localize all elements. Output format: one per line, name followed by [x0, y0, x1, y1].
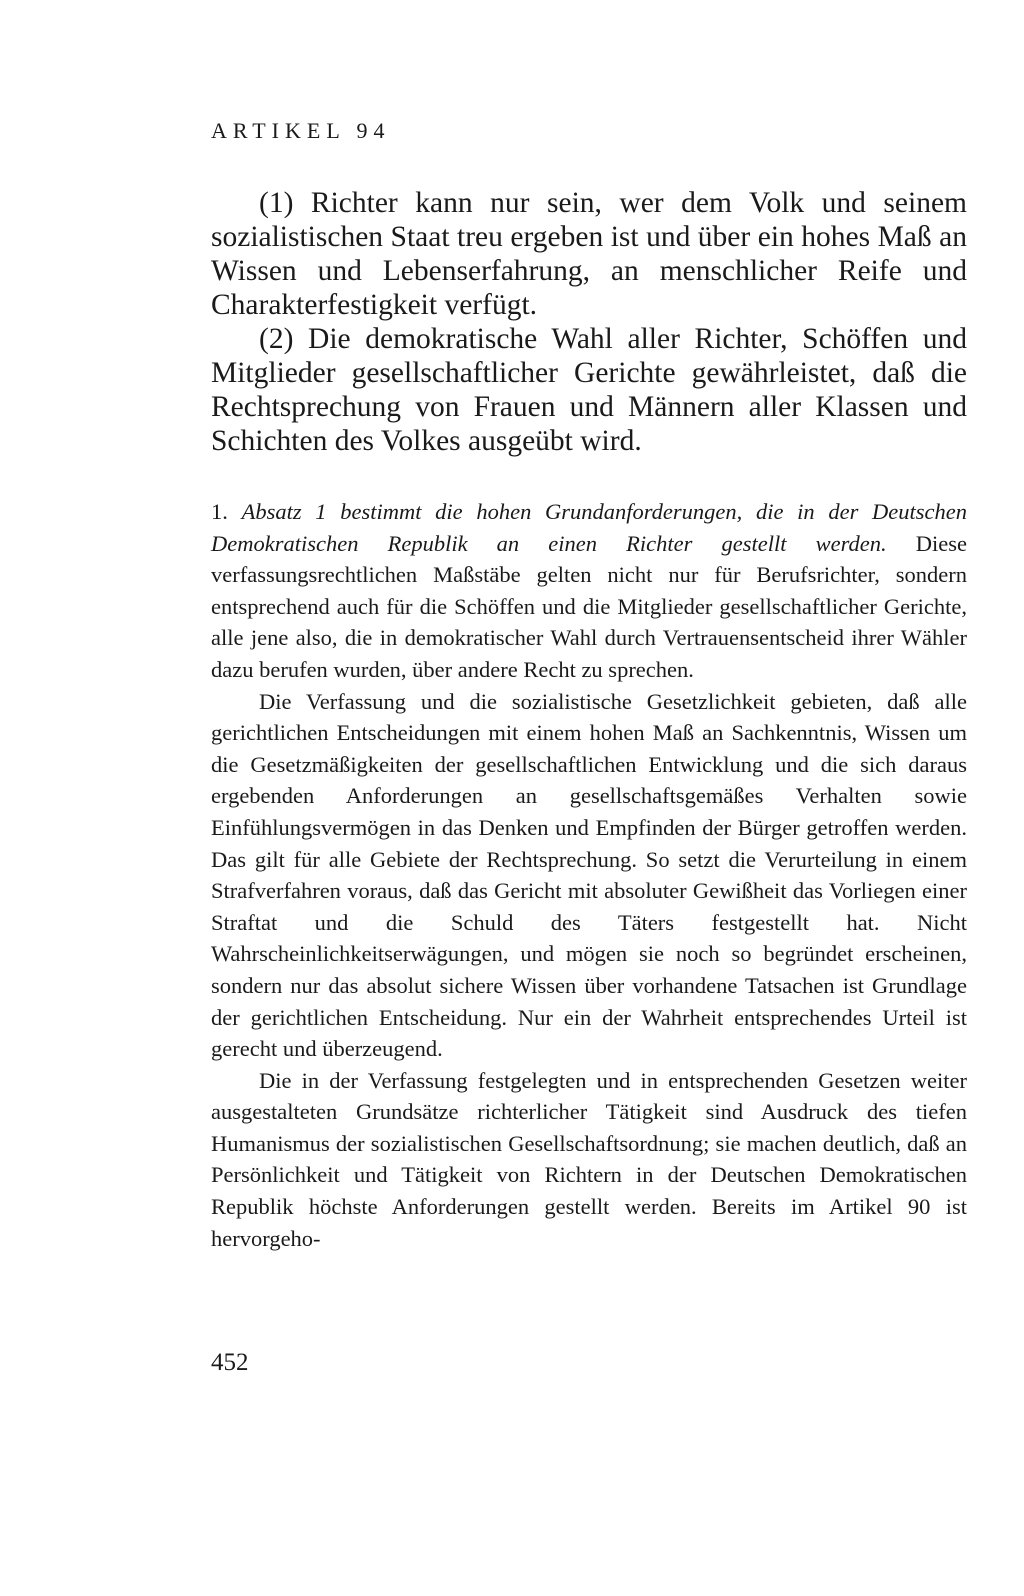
- article-text: [211, 186, 967, 458]
- commentary-text: [211, 496, 967, 1254]
- note-number: 1.: [211, 499, 228, 524]
- page-number: 452: [211, 1349, 249, 1376]
- article-paragraph-1: (1) Richter kann nur sein, wer dem Volk und seinem sozialistischen Staat treu ergeben ist und über ein hohes Maß an Wissen und Lebenserfahrung, an menschlicher Reife und Charakterfestigkeit verfügt.: [211, 187, 967, 321]
- commentary-paragraph-3: Die in der Verfassung festgelegten und in entsprechenden Gesetzen weiter ausgestalteten Grundsätze richterlicher Tätigkeit sind Ausdruck des tiefen Humanismus der sozialistischen Gesellschaftsordnung; sie machen deutlich, daß an Persönlichkeit und Tätigkeit von Richtern in der Deutschen Demokratischen Republik höchste Anforderungen gestellt werden. Bereits im Artikel 90 ist hervorgeho-: [211, 1067, 967, 1251]
- article-paragraph-2: (2) Die demokratische Wahl aller Richter, Schöffen und Mitglieder gesellschaftlicher Gerichte gewährleistet, daß die Rechtsprechung von Frauen und Männern aller Klassen und Schichten des Volkes ausgeübt wird.: [211, 323, 967, 457]
- commentary-paragraph-1: [211, 496, 967, 686]
- note-body: Diese verfassungsrechtlichen Maßstäbe gelten nicht nur für Berufsrichter, sondern entsprechend auch für die Schöffen und die Mitglieder gesellschaftlicher Gerichte, alle jene also, die in demokratischer Wahl durch Vertrauensentscheid ihrer Wähler dazu berufen wurden, über andere Recht zu sprechen.: [211, 530, 967, 682]
- article-heading: ARTIKEL 94: [211, 118, 391, 143]
- commentary-paragraph-2: Die Verfassung und die sozialistische Gesetzlichkeit gebieten, daß alle gerichtlichen Entscheidungen mit einem hohen Maß an Sachkenntnis, Wissen um die Gesetzmäßigkeiten der gesellschaftlichen Entwicklung und die sich daraus ergebenden Anforderungen an gesellschaftsgemäßes Verhalten sowie Einfühlungsvermögen in das Denken und Empfinden der Bürger getroffen werden. Das gilt für alle Gebiete der Rechtsprechung. So setzt die Verurteilung in einem Strafverfahren voraus, daß das Gericht mit absoluter Gewißheit das Vorliegen einer Straftat und die Schuld des Täters festgestellt hat. Nicht Wahrscheinlichkeitserwägungen, und mögen sie noch so begründet erscheinen, sondern nur das absolut sichere Wissen über vorhandene Tatsachen ist Grundlage der gerichtlichen Entscheidung. Nur ein der Wahrheit entsprechendes Urteil ist gerecht und überzeugend.: [211, 688, 967, 1062]
- note-italic-lead: Absatz 1 bestimmt die hohen Grundanforderungen, die in der Deutschen Demokratischen Republik an einen Richter gestellt werden.: [211, 499, 967, 556]
